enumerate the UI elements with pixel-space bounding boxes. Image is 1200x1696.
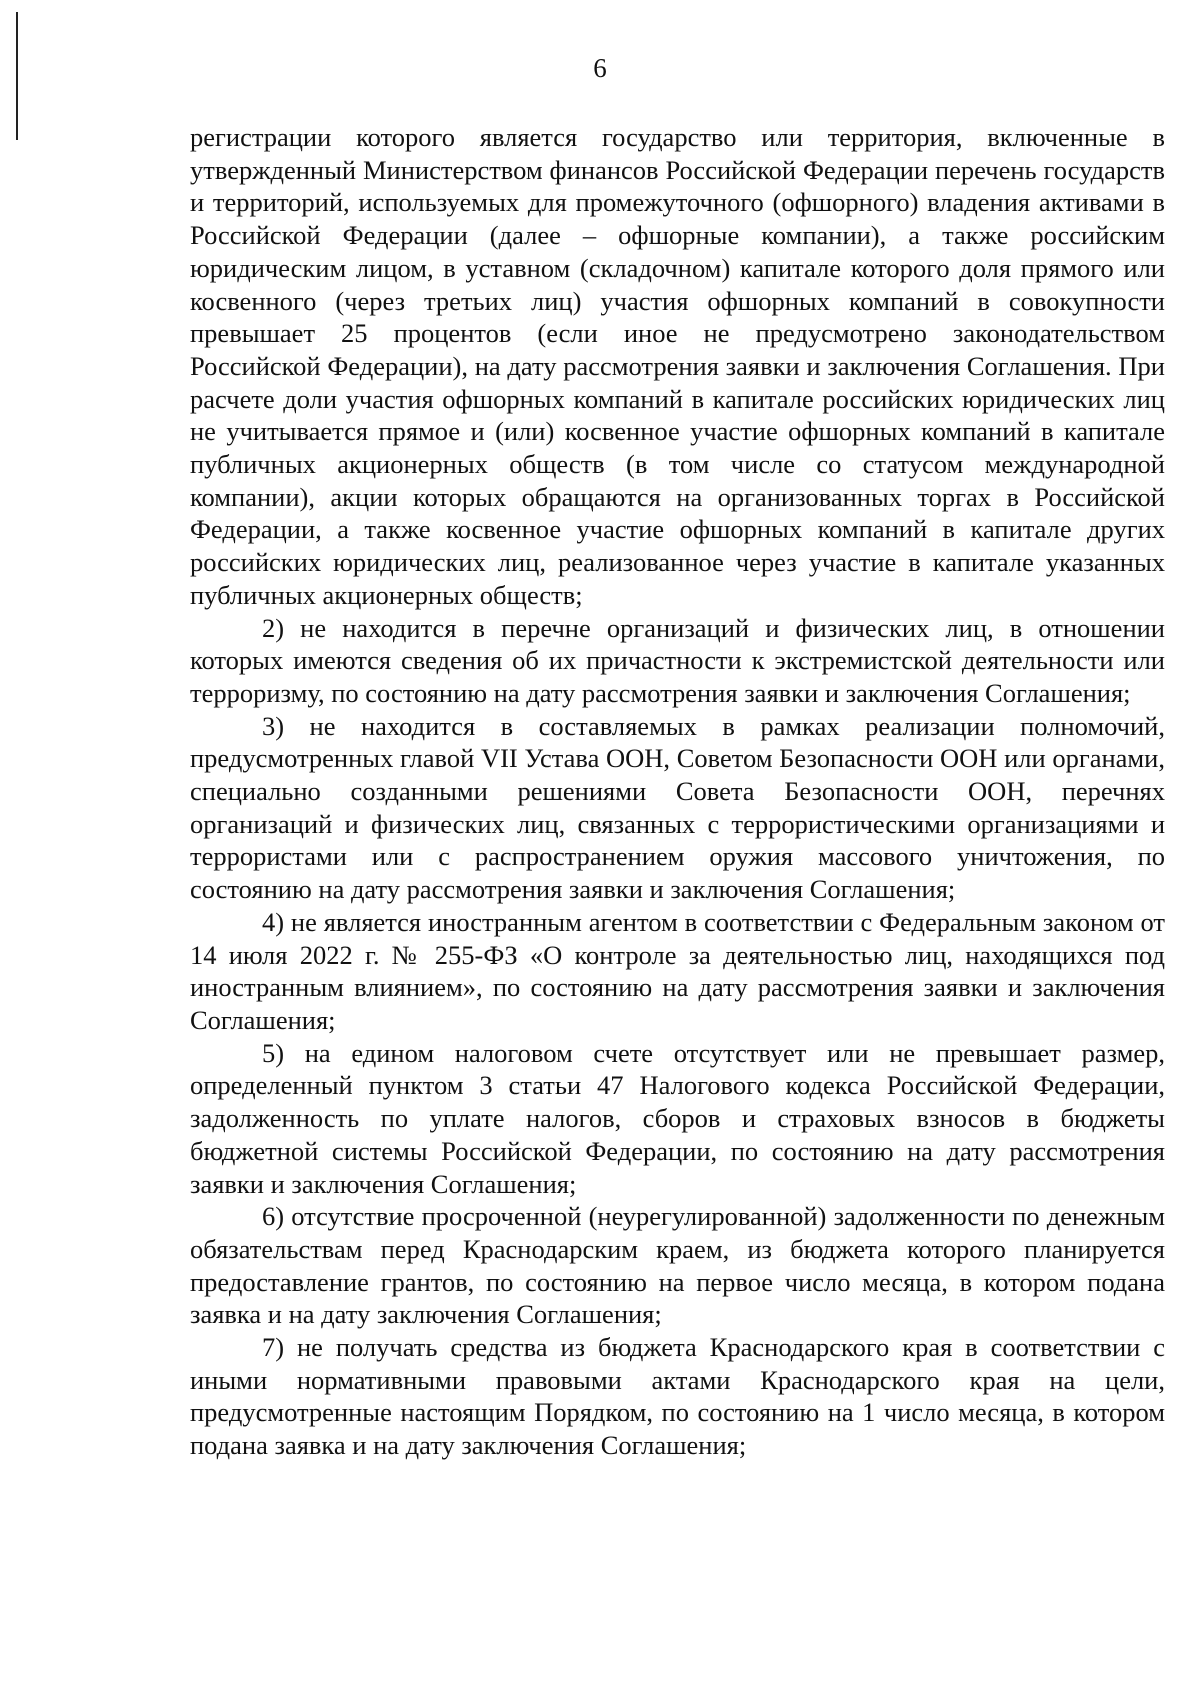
paragraph-item-5: 5) на едином налоговом счете отсутствует или не превышает размер, определенный пунктом 3 статьи 47 Налогового кодекса Российской Федерации, задолженность по уплате налогов, сборов и страховых взносов в бюджеты бюджетной системы Российской Федерации, по состоянию на дату рассмотрения заявки и заключения Соглашения; — [190, 1037, 1165, 1199]
paragraph-item-3: 3) не находится в составляемых в рамках реализации полномочий, предусмотренных главой VII Устава ООН, Советом Безопасности ООН или органами, специально созданными решениями Совета Безопасности ООН, перечнях организаций и физических лиц, связанных с террористическими организациями и террористами или с распространением оружия массового уничтожения, по состоянию на дату рассмотрения заявки и заключения Соглашения; — [190, 710, 1165, 905]
paragraph-continuation: регистрации которого является государство или территория, включенные в утвержденный Министерством финансов Российской Федерации перечень государств и территорий, используемых для промежуточного (офшорного) владения активами в Российской Федерации (далее – офшорные компании), а также российским юридическим лицом, в уставном (складочном) капитале которого доля прямого или косвенного (через третьих лиц) участия офшорных компаний в совокупности превышает 25 процентов (если иное не предусмотрено законодательством Российской Федерации), на дату рассмотрения заявки и заключения Соглашения. При расчете доли участия офшорных компаний в капитале российских юридических лиц не учитывается прямое и (или) косвенное участие офшорных компаний в капитале публичных акционерных обществ (в том числе со статусом международной компании), акции которых обращаются на организованных торгах в Российской Федерации, а также косвенное участие офшорных компаний в капитале других российских юридических лиц, реализованное через участие в капитале указанных публичных акционерных обществ; — [190, 122, 1165, 610]
paragraph-item-4: 4) не является иностранным агентом в соответствии с Федеральным законом от 14 июля 2022 г. № 255-ФЗ «О контроле за деятельностью лиц, находящихся под иностранным влиянием», по состоянию на дату рассмотрения заявки и заключения Соглашения; — [190, 906, 1165, 1035]
page-number: 6 — [593, 53, 607, 83]
document-body — [190, 121, 1165, 1462]
paragraph-item-7: 7) не получать средства из бюджета Краснодарского края в соответствии с иными нормативными правовыми актами Краснодарского края на цели, предусмотренные настоящим Порядком, по состоянию на 1 число месяца, в котором подана заявка и на дату заключения Соглашения; — [190, 1332, 1165, 1461]
paragraph-item-2: 2) не находится в перечне организаций и физических лиц, в отношении которых имеются сведения об их причастности к экстремистской деятельности или терроризму, по состоянию на дату рассмотрения заявки и заключения Соглашения; — [190, 612, 1165, 708]
paragraph-item-6: 6) отсутствие просроченной (неурегулированной) задолженности по денежным обязательствам перед Краснодарским краем, из бюджета которого планируется предоставление грантов, по состоянию на первое число месяца, в котором подана заявка и на дату заключения Соглашения; — [190, 1201, 1165, 1330]
